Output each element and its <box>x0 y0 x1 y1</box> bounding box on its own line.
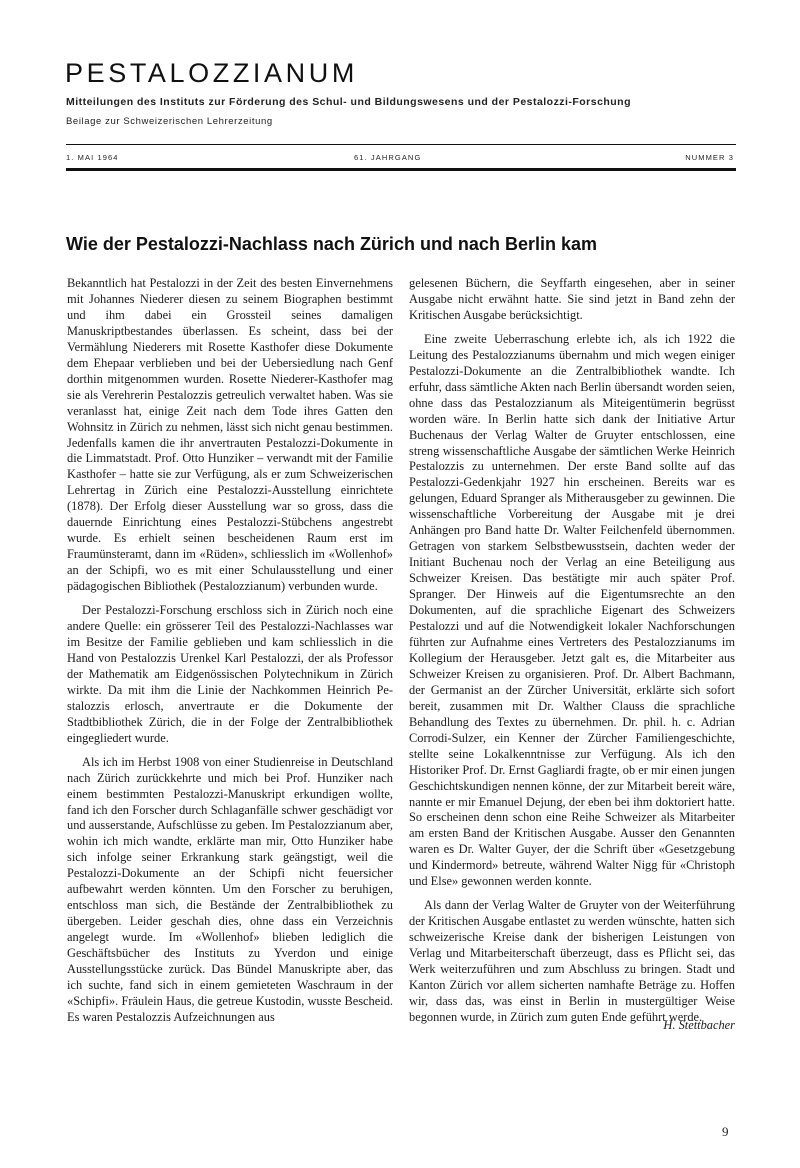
paragraph: Bekanntlich hat Pestalozzi in der Zeit des besten Einvernehmens mit Johannes Niederer diesen zu seinem Biographen bestimmt und ihm dabei ein Grossteil seines damaligen Manuskriptbestandes überlassen. Es scheint, dass bei der Vermählung Niederers mit Rosette Kasthofer diese Dokumente dem Ehepaar verblieben und bei der Uebersiedlung nach Genf dorthin mitgenommen wurden. Rosette Niederer-Kasthofer mag sie als Verehrerin Pestalozzis getreulich verwaltet haben. Was sie veranlasst hat, einige Zeit nach dem Tode ihres Gatten den Wohnsitz in Zürich zu nehmen, lässt sich nicht genau bestimmen. Jedenfalls kamen die ihr anvertrauten Pestalozzi-Dokumente in die Limmatstadt. Prof. Otto Hunziker – verwandt mit der Familie Kasthofer – hatte sie zur Verfügung, als er zum Schweizerischen Lehrertag in Zürich eine Pestalozzi-Ausstellung einrichtete (1878). Der Erfolg dieser Ausstellung war so gross, dass die dauernde Einrichtung eines Pestalozzi-Stübchens angestrebt wurde. Es erhielt seinen bescheidenen Raum erst im Fraumünsteramt, dann im «Rüden», schliesslich im «Wollenhof» an der Schipfi, wo es mit einer Schulausstellung und einer pädagogischen Bibliothek (Pestalozzianum) verbunden wurde. <box>67 276 393 594</box>
paragraph: Der Pestalozzi-Forschung erschloss sich in Zürich noch eine andere Quelle: ein grösserer Teil des Pestalozzi-Nachlasses war im Besitze der Familie geblieben und kam schliesslich in die Hand von Pestalozzis Urenkel Karl Pestalozzi, der als Professor der Mathematik am Eidgenössischen Polytechnikum in Zürich wirkte. Da mit ihm die Linie der Nachkommen Heinrich Pestalozzis erlosch, anvertraute er die Dokumente der Stadtbibliothek Zürich, die in der Folge der Zentralbibliothek eingegliedert wurde. <box>67 603 393 745</box>
header-rule-thin <box>66 144 736 145</box>
paragraph: Als ich im Herbst 1908 von einer Studienreise in Deutschland nach Zürich zurückkehrte und mich bei Prof. Hunziker nach einem bestimmten Pestalozzi-Manuskript erkundigen wollte, fand ich den Forscher durch Schlaganfälle schwer geschädigt vor und ausserstande, Aufschlüsse zu geben. Im Pestalozzianum aber, wohin ich mich wandte, erklärte man mir, Otto Hunziker habe sich infolge seiner Erkrankung stark geängstigt, weil die Pestalozzi-Dokumente an der Schipfi nicht feuersicher aufbewahrt werden könnten. Um den Forscher zu beruhigen, entschloss man sich, die Bestände der Zentralbibliothek zu übergeben. Leider geschah dies, ohne dass ein Verzeichnis angelegt wurde. Im «Wollenhof» blieben lediglich die Geschäftsbücher des Instituts zu Yverdon und einige Ausstellungsstücke zurück. Das Bündel Manuskripte aber, das ich suchte, fand sich in einem gemieteten Waschraum in der «Schipfi». Fräulein Haus, die getreue Kustodin, wusste Bescheid. Es waren Pestalozzis Aufzeichnungen aus <box>67 754 393 1024</box>
masthead-subtitle: Mitteilungen des Instituts zur Förderung des Schul- und Bildungswesens und der Pestalozzi-Forschung <box>66 96 631 108</box>
article-title: Wie der Pestalozzi-Nachlass nach Zürich und nach Berlin kam <box>66 234 597 254</box>
paragraph: gelesenen Büchern, die Seyffarth eingesehen, aber in seiner Ausgabe nicht erwähnt hatte. Sie sind jetzt in Band zehn der Kritischen Ausgabe berücksichtigt. <box>409 276 735 322</box>
issue-number: NUMMER 3 <box>685 153 734 162</box>
article-column-right <box>409 276 735 1034</box>
masthead-supplement: Beilage zur Schweizerischen Lehrerzeitung <box>66 116 273 127</box>
issue-date: 1. MAI 1964 <box>66 153 119 162</box>
masthead-title: PESTALOZZIANUM <box>65 58 358 88</box>
page-number: 9 <box>722 1124 729 1139</box>
article-column-left <box>67 276 393 1034</box>
issue-volume: 61. JAHRGANG <box>354 153 422 162</box>
header-rule-thick <box>66 168 736 171</box>
paragraph: Als dann der Verlag Walter de Gruyter von der Weiterführung der Kritischen Ausgabe entlastet zu werden wünschte, hatten sich schweizerische Kreise dank der bisherigen Leistungen von Verlag und Mitarbeiterschaft überzeugt, dass es Pflicht sei, das Werk weiterzuführen und zum Abschluss zu bringen. Stadt und Kanton Zürich vor allem sicherten namhafte Beträge zu. Hoffen wir, dass das, was einst in Berlin in mustergültiger Weise begonnen wurde, in Zürich zum guten Ende geführt werde. <box>409 898 735 1024</box>
paragraph: Eine zweite Ueberraschung erlebte ich, als ich 1922 die Leitung des Pestalozzianums übernahm und mich wegen einiger Pestalozzi-Dokumente an die Zentralbibliothek wandte. Ich erfuhr, dass sämtliche Akten nach Berlin übersandt worden seien, ohne dass das Pestalozzianum als Miteigentümerin begrüsst worden wäre. In Berlin hatte sich dank der Initiative Artur Buchenaus der Verlag Walter de Gruyter entschlossen, eine streng wissenschaftliche Ausgabe der sämtlichen Werke Heinrich Pestalozzis zu unternehmen. Der erste Band sollte auf das Pestalozzi-Gedenkjahr 1927 hin erscheinen. Bereits war es gelungen, Eduard Spranger als Mitherausgeber zu gewinnen. Die wissenschaftliche Vorbereitung der Ausgabe mit je drei Anhängen pro Band hatte Dr. Walter Feilchenfeld übernommen. Getragen von starkem Selbstbewusstsein, dachten weder der Initiant Buchenau noch der Verlag an eine Beteiligung aus Schweizer Kreisen. Das bestätigte mir auch später Prof. Spranger. Der Hinweis auf die Eigentumsrechte an den Dokumenten, auf die sprachliche Eigenart des Schweizers Pestalozzi und auf die Notwendigkeit lokaler Nachforschungen führten zur Aufnahme eines Vertreters des Pestalozzianums im Kollegium der Herausgeber. Jetzt galt es, die Mitarbeiter aus Schweizer Kreisen zu organisieren. Prof. Dr. Albert Bachmann, der Germanist an der Zürcher Universität, erklärte sich sofort bereit, zusammen mit Dr. Walther Clauss die sprachliche Behandlung des Textes zu übernehmen. Dr. phil. h. c. Adrian Corrodi-Sulzer, ein Kenner der Zürcher Familiengeschichte, stellte seine Lokalkenntnisse zur Verfügung. Als ich den Historiker Prof. Dr. Ernst Gagliardi fragte, ob er mir einen jungen Geschichtskundigen nennen könne, der zur Mitarbeit bereit wäre, nannte er mir Emanuel Dejung, der eben bei ihm doktoriert hatte. So erscheinen denn schon eine Reihe Schweizer als Mitarbeiter am ersten Band der Kritischen Ausgabe. Ausser den Genannten waren es Dr. Walter Guyer, der die Schrift über «Gesetzgebung und Kindermord» betreute, während Walter Nigg für «Christoph und Else» gewonnen werden konnte. <box>409 331 735 889</box>
article-author: H. Stettbacher <box>663 1017 735 1032</box>
